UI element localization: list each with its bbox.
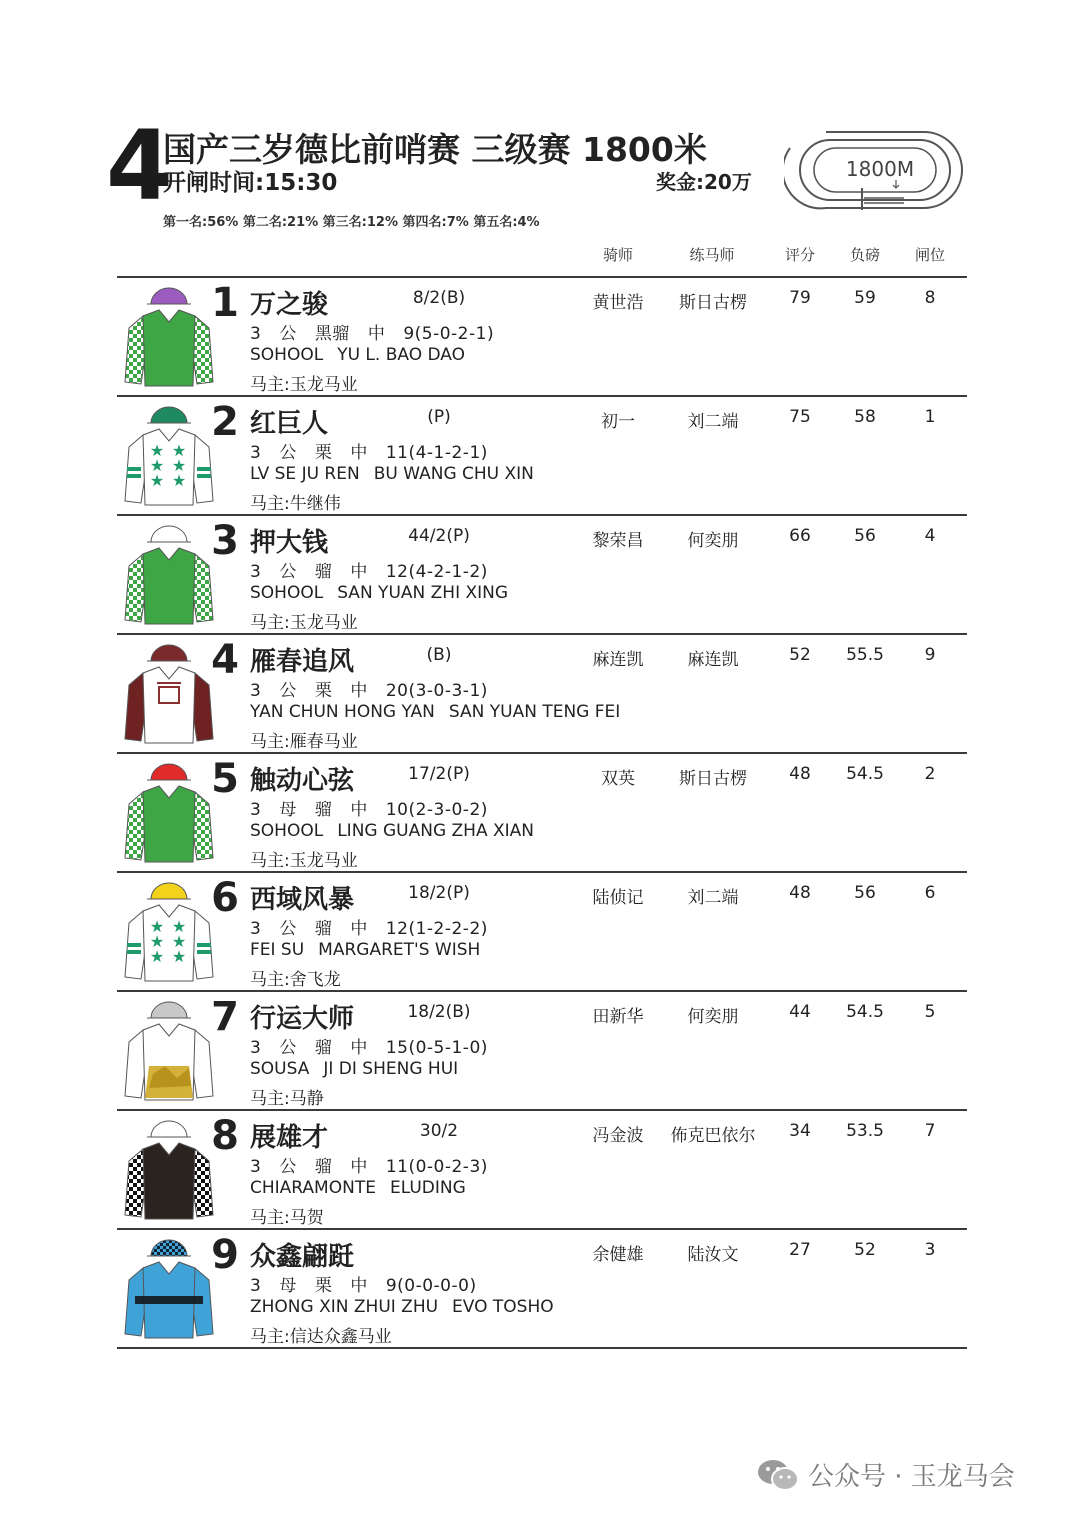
pedigree (250, 1297, 568, 1317)
odds: 17/2(P) (408, 764, 470, 784)
track-icon (784, 128, 966, 212)
jockey-silk-icon (121, 1234, 217, 1340)
horse-info (250, 1033, 506, 1058)
sire: SOHOOL (250, 583, 324, 603)
runner-row (117, 752, 967, 869)
owner: 马主:玉龙马业 (250, 375, 358, 395)
rating: 52 (789, 645, 811, 665)
runner-row (117, 990, 967, 1107)
odds: 8/2(B) (412, 288, 466, 308)
horse-info (250, 1271, 495, 1296)
draw: 3 (924, 1240, 936, 1260)
dam: SAN YUAN ZHI XING (337, 583, 509, 603)
trainer: 斯日古楞 (679, 769, 747, 789)
horse-info (250, 319, 512, 344)
race-title: 国产三岁德比前哨赛 三级赛 1800米 (163, 130, 707, 169)
jockey: 黄世浩 (592, 293, 644, 313)
owner: 马主:雁春马业 (250, 732, 358, 752)
prize-money: 奖金:20万 (656, 170, 752, 194)
draw: 7 (924, 1121, 936, 1141)
odds: (P) (427, 407, 451, 427)
horse-name: 西域风暴 (250, 885, 355, 915)
svg-text:★: ★ (149, 917, 165, 936)
pedigree (250, 1178, 480, 1198)
draw: 5 (924, 1002, 936, 1022)
horse-name: 万之骏 (250, 290, 329, 320)
horse-age: 3 (250, 324, 262, 344)
horse-sex: 母 (279, 800, 297, 820)
col-rating: 评分 (784, 246, 815, 264)
horse-name: 红巨人 (250, 409, 329, 439)
runner-number: 3 (211, 518, 239, 564)
jockey: 麻连凯 (592, 650, 644, 670)
pedigree (250, 345, 479, 365)
dam: BU WANG CHU XIN (373, 464, 534, 484)
owner: 马主:玉龙马业 (250, 851, 358, 871)
jockey: 冯金波 (592, 1126, 644, 1146)
dam: YU L. BAO DAO (337, 345, 465, 365)
jockey: 黎荣昌 (592, 531, 644, 551)
trainer: 何奕朋 (687, 531, 739, 551)
sire: FEI SU (250, 940, 305, 960)
horse-color: 栗 (314, 681, 333, 701)
runner-row (117, 1109, 967, 1226)
odds: 18/2(P) (408, 883, 470, 903)
sire: SOHOOL (250, 345, 324, 365)
rating: 66 (789, 526, 811, 546)
horse-age: 3 (250, 919, 262, 939)
horse-record: 12(1-2-2-2) (385, 919, 488, 939)
dam: JI DI SHENG HUI (323, 1059, 459, 1079)
trainer: 刘二端 (687, 888, 739, 908)
horse-origin: 中 (350, 681, 368, 701)
start-time: 开闸时间:15:30 (163, 170, 338, 196)
odds: 44/2(P) (408, 526, 470, 546)
svg-text:★: ★ (171, 456, 187, 475)
horse-name: 雁春追风 (250, 647, 355, 677)
svg-text:★: ★ (171, 471, 187, 490)
race-number: 4 (106, 110, 173, 222)
prize-split: 第一名:56% 第二名:21% 第三名:12% 第四名:7% 第五名:4% (163, 215, 540, 230)
odds: 30/2 (419, 1121, 459, 1141)
svg-text:★: ★ (171, 917, 187, 936)
horse-age: 3 (250, 681, 262, 701)
pedigree (250, 821, 548, 841)
horse-record: 11(4-1-2-1) (385, 443, 488, 463)
runner-row (117, 633, 967, 750)
sire: CHIARAMONTE (250, 1178, 376, 1198)
horse-sex: 公 (279, 1038, 297, 1058)
jockey-silk-icon (121, 401, 217, 507)
trainer: 刘二端 (687, 412, 739, 432)
horse-sex: 公 (279, 919, 297, 939)
pedigree (250, 583, 522, 603)
horse-record: 9(0-0-0-0) (385, 1276, 477, 1296)
owner: 马主:玉龙马业 (250, 613, 358, 633)
weight: 54.5 (846, 1002, 884, 1022)
horse-color: 黑骝 (314, 324, 350, 344)
horse-name: 展雄才 (250, 1123, 329, 1153)
pedigree (250, 940, 494, 960)
jockey-silk-icon (121, 639, 217, 745)
draw: 9 (924, 645, 936, 665)
trainer: 麻连凯 (687, 650, 739, 670)
weight: 56 (854, 526, 876, 546)
horse-record: 10(2-3-0-2) (385, 800, 488, 820)
sire: YAN CHUN HONG YAN (250, 702, 435, 722)
horse-color: 骝 (314, 1157, 333, 1177)
horse-age: 3 (250, 1038, 262, 1058)
horse-sex: 公 (279, 1157, 297, 1177)
horse-info (250, 914, 506, 939)
trainer: 佈克巴依尔 (670, 1126, 756, 1146)
owner: 马主:信达众鑫马业 (250, 1327, 392, 1347)
horse-origin: 中 (350, 1276, 368, 1296)
horse-color: 骝 (314, 562, 333, 582)
rating: 27 (789, 1240, 811, 1260)
trainer: 斯日古楞 (679, 293, 747, 313)
rating: 44 (789, 1002, 811, 1022)
weight: 58 (854, 407, 876, 427)
horse-color: 栗 (314, 1276, 333, 1296)
horse-info (250, 1152, 506, 1177)
weight: 52 (854, 1240, 876, 1260)
weight: 54.5 (846, 764, 884, 784)
runner-number: 9 (211, 1232, 239, 1278)
owner: 马主:马贺 (250, 1208, 324, 1228)
runner-number: 6 (211, 875, 239, 921)
odds: (B) (426, 645, 452, 665)
svg-text:★: ★ (149, 441, 165, 460)
runner-row (117, 276, 967, 393)
horse-origin: 中 (367, 324, 386, 344)
jockey: 双英 (601, 769, 635, 789)
svg-text:★: ★ (171, 932, 187, 951)
horse-age: 3 (250, 800, 262, 820)
weight: 56 (854, 883, 876, 903)
horse-origin: 中 (350, 919, 368, 939)
runner-row (117, 395, 967, 512)
col-trainer: 练马师 (689, 246, 735, 264)
dam: ELUDING (389, 1178, 466, 1198)
sire: ZHONG XIN ZHUI ZHU (250, 1297, 439, 1317)
pedigree (250, 464, 548, 484)
svg-text:★: ★ (149, 456, 165, 475)
runner-row (117, 1228, 967, 1345)
footer-account: 公众号 · 玉龙马会 (808, 1462, 1015, 1492)
horse-origin: 中 (350, 1038, 368, 1058)
horse-info (250, 795, 506, 820)
horse-record: 15(0-5-1-0) (385, 1038, 488, 1058)
jockey-silk-icon (121, 877, 217, 983)
draw: 6 (924, 883, 936, 903)
col-weight: 负磅 (849, 246, 880, 264)
horse-color: 骝 (314, 919, 333, 939)
odds: 18/2(B) (407, 1002, 471, 1022)
jockey: 初一 (601, 412, 635, 432)
weight: 53.5 (846, 1121, 884, 1141)
sire: SOUSA (250, 1059, 310, 1079)
rating: 75 (789, 407, 811, 427)
horse-age: 3 (250, 443, 262, 463)
pedigree (250, 1059, 472, 1079)
draw: 8 (924, 288, 936, 308)
horse-origin: 中 (350, 800, 368, 820)
rating: 34 (789, 1121, 811, 1141)
jockey-silk-icon (121, 996, 217, 1102)
horse-name: 押大钱 (250, 528, 329, 558)
horse-info (250, 438, 506, 463)
horse-age: 3 (250, 1276, 262, 1296)
jockey-silk-icon (121, 1115, 217, 1221)
horse-name: 众鑫翩跹 (250, 1242, 355, 1272)
svg-text:★: ★ (149, 471, 165, 490)
horse-record: 9(5-0-2-1) (403, 324, 495, 344)
svg-text:★: ★ (149, 932, 165, 951)
horse-color: 骝 (314, 800, 333, 820)
horse-origin: 中 (350, 443, 368, 463)
rating: 48 (789, 764, 811, 784)
horse-record: 20(3-0-3-1) (385, 681, 488, 701)
horse-sex: 公 (279, 443, 297, 463)
track-distance-label: 1800M (845, 157, 915, 181)
horse-record: 11(0-0-2-3) (385, 1157, 488, 1177)
runner-number: 1 (211, 280, 239, 326)
horse-sex: 公 (279, 324, 297, 344)
svg-text:★: ★ (171, 947, 187, 966)
horse-info (250, 676, 506, 701)
pedigree (250, 702, 634, 722)
jockey: 田新华 (592, 1007, 644, 1027)
dam: LING GUANG ZHA XIAN (337, 821, 534, 841)
horse-sex: 公 (279, 681, 297, 701)
jockey-silk-icon (121, 758, 217, 864)
runner-number: 4 (211, 637, 239, 683)
weight: 59 (854, 288, 876, 308)
runner-row (117, 871, 967, 988)
horse-name: 行运大师 (250, 1004, 355, 1034)
horse-age: 3 (250, 1157, 262, 1177)
draw: 2 (924, 764, 936, 784)
horse-name: 触动心弦 (250, 766, 355, 796)
owner: 马主:舍飞龙 (250, 970, 341, 990)
sire: LV SE JU REN (250, 464, 360, 484)
sire: SOHOOL (250, 821, 324, 841)
svg-text:★: ★ (171, 441, 187, 460)
dam: EVO TOSHO (452, 1297, 554, 1317)
trainer: 陆汝文 (687, 1245, 739, 1265)
weight: 55.5 (846, 645, 884, 665)
table-divider (117, 1347, 967, 1349)
svg-text:★: ★ (149, 947, 165, 966)
horse-sex: 公 (279, 562, 297, 582)
horse-info (250, 557, 506, 582)
draw: 4 (924, 526, 936, 546)
horse-origin: 中 (350, 1157, 368, 1177)
dam: MARGARET'S WISH (318, 940, 481, 960)
runner-number: 7 (211, 994, 239, 1040)
runner-row (117, 514, 967, 631)
runner-number: 2 (211, 399, 239, 445)
owner: 马主:牛继伟 (250, 494, 341, 514)
jockey: 陆侦记 (592, 888, 644, 908)
horse-color: 栗 (314, 443, 333, 463)
rating: 79 (789, 288, 811, 308)
trainer: 何奕朋 (687, 1007, 739, 1027)
runner-number: 8 (211, 1113, 239, 1159)
horse-record: 12(4-2-1-2) (385, 562, 488, 582)
horse-age: 3 (250, 562, 262, 582)
jockey-silk-icon (121, 282, 217, 388)
runner-number: 5 (211, 756, 239, 802)
owner: 马主:马静 (250, 1089, 324, 1109)
horse-sex: 母 (279, 1276, 297, 1296)
rating: 48 (789, 883, 811, 903)
wechat-icon (756, 1458, 800, 1492)
jockey-silk-icon (121, 520, 217, 626)
dam: SAN YUAN TENG FEI (448, 702, 621, 722)
jockey: 余健雄 (592, 1245, 644, 1265)
col-jockey: 骑师 (602, 246, 633, 264)
draw: 1 (924, 407, 936, 427)
horse-origin: 中 (350, 562, 368, 582)
col-draw: 闸位 (914, 246, 945, 264)
horse-color: 骝 (314, 1038, 333, 1058)
